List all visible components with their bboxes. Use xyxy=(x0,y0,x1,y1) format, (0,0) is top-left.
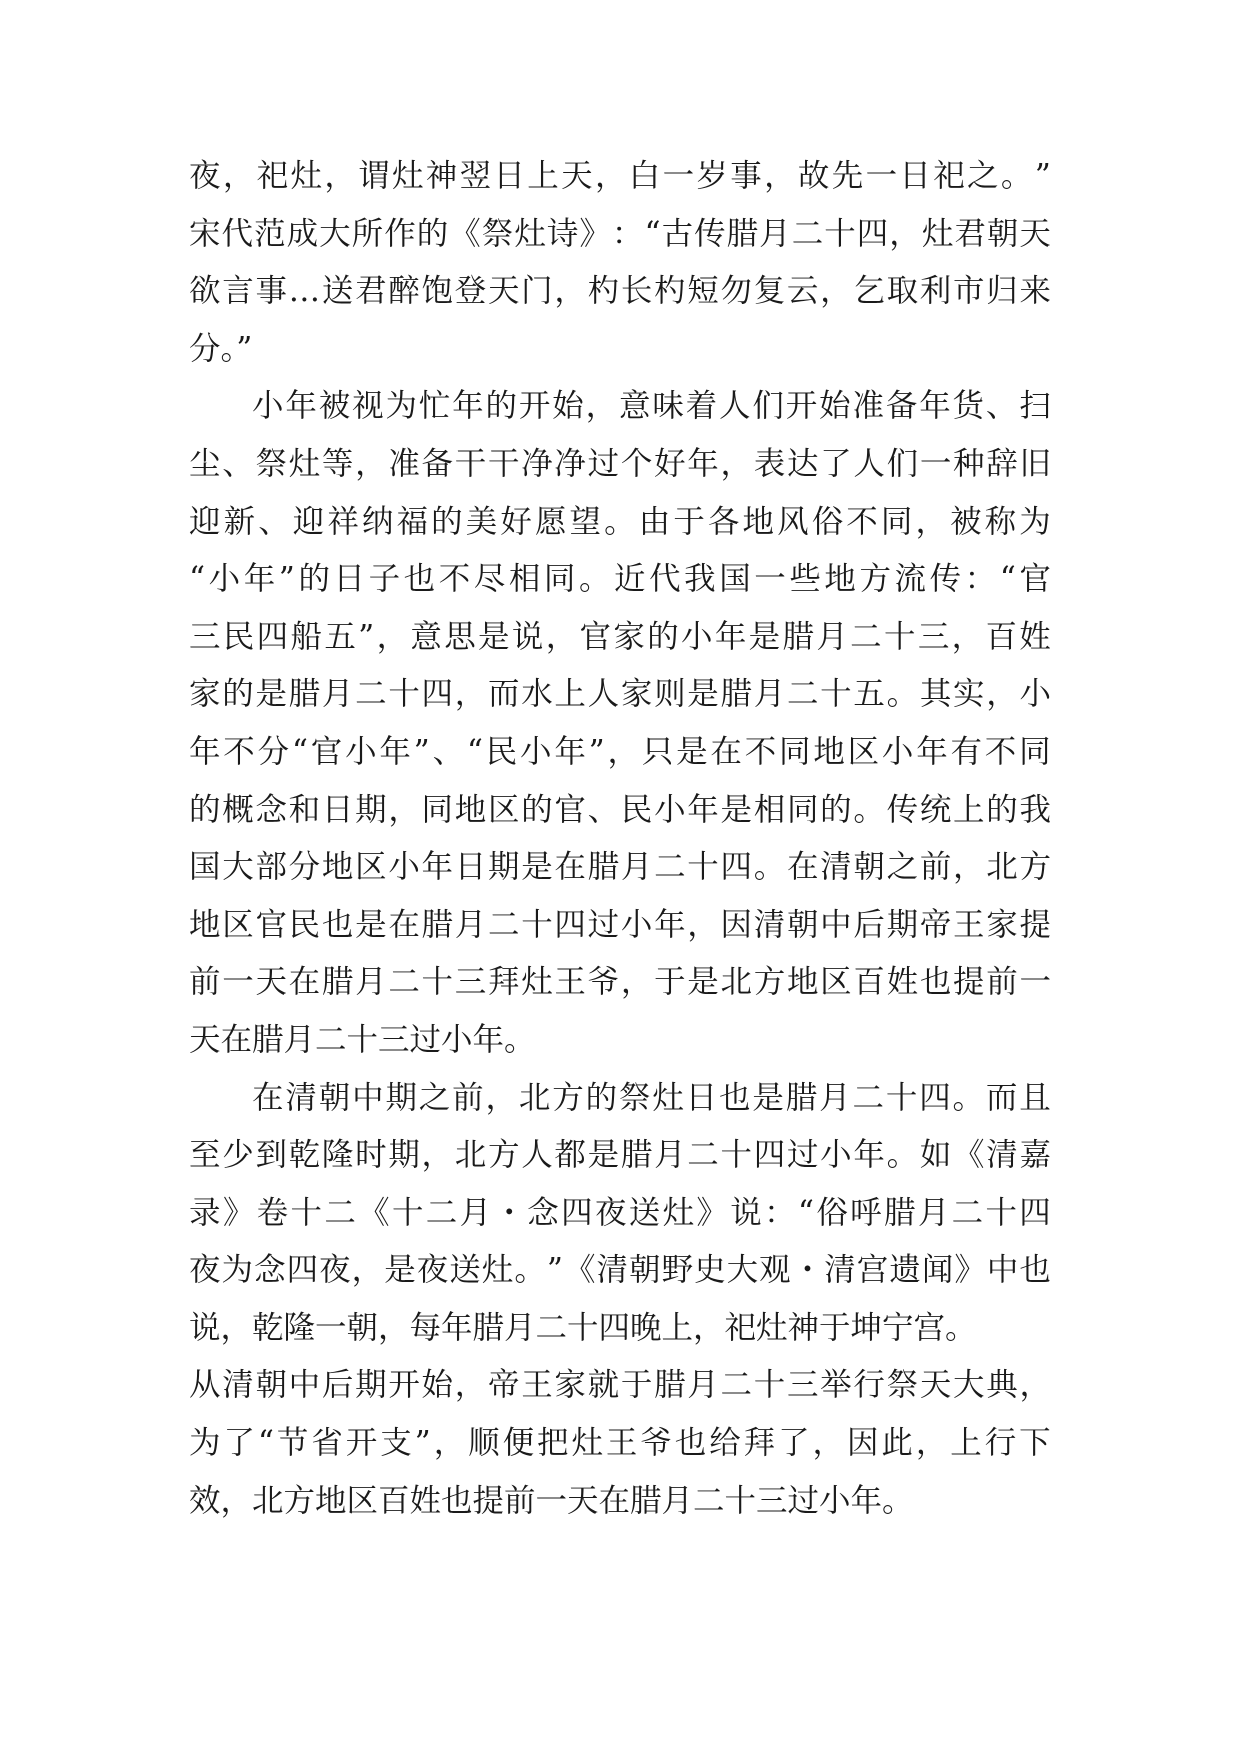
text-line: 录 》 卷 十 二 《 十 二 月 ・ 念 四 夜 送 灶 》 说 ： “ 俗 呼 腊 月 二 十 四 xyxy=(189,1194,1051,1231)
text-line: 至 少 到 乾 隆 时 期 ， 北 方 人 都 是 腊 月 二 十 四 过 小 年 。 如 《 清 嘉 xyxy=(189,1137,1051,1174)
paragraph-1 xyxy=(189,148,1051,378)
text-line: 夜 为 念 四 夜 ， 是 夜 送 灶 。 ” 《 清 朝 野 史 大 观 ・ 清 宫 遗 闻 》 中 也 xyxy=(189,1252,1051,1289)
text-line: 在 清 朝 中 期 之 前 ， 北 方 的 祭 灶 日 也 是 腊 月 二 十 四 。 而 且 xyxy=(252,1079,1051,1116)
text-line: 年 不 分 “ 官 小 年 ” 、 “ 民 小 年 ” ， 只 是 在 不 同 地 区 小 年 有 不 同 xyxy=(189,733,1051,770)
text-line: 前 一 天 在 腊 月 二 十 三 拜 灶 王 爷 ， 于 是 北 方 地 区 百 姓 也 提 前 一 xyxy=(189,964,1051,1001)
text-line: 天在腊月二十三过小年。 xyxy=(189,1021,536,1058)
text-line: “ 小 年 ” 的 日 子 也 不 尽 相 同 。 近 代 我 国 一 些 地 方 流 传 ： “ 官 xyxy=(189,561,1051,598)
text-line: 说，乾隆一朝，每年腊月二十四晚上，祀灶神于坤宁宫。 xyxy=(189,1309,977,1346)
text-line: 分。” xyxy=(189,330,253,367)
text-line: 迎 新 、 迎 祥 纳 福 的 美 好 愿 望 。 由 于 各 地 风 俗 不 同 ， 被 称 为 xyxy=(189,503,1051,540)
text-line: 从 清 朝 中 后 期 开 始 ， 帝 王 家 就 于 腊 月 二 十 三 举 行 祭 天 大 典 ， xyxy=(189,1367,1051,1404)
text-line: 家 的 是 腊 月 二 十 四 ， 而 水 上 人 家 则 是 腊 月 二 十 五 。 其 实 ， 小 xyxy=(189,676,1051,713)
text-line: 国 大 部 分 地 区 小 年 日 期 是 在 腊 月 二 十 四 。 在 清 朝 之 前 ， 北 方 xyxy=(189,849,1051,886)
text-line: 的 概 念 和 日 期 ， 同 地 区 的 官 、 民 小 年 是 相 同 的 。 传 统 上 的 我 xyxy=(189,791,1051,828)
text-line: 欲 言 事 … 送 君 醉 饱 登 天 门 ， 杓 长 杓 短 勿 复 云 ， 乞 取 利 市 归 来 xyxy=(189,273,1051,310)
text-line: 宋 代 范 成 大 所 作 的 《 祭 灶 诗 》 ： “ 古 传 腊 月 二 十 四 ， 灶 君 朝 天 xyxy=(189,215,1051,252)
text-line: 夜 ， 祀 灶 ， 谓 灶 神 翌 日 上 天 ， 白 一 岁 事 ， 故 先 一 日 祀 之 。 ” xyxy=(189,158,1051,194)
paragraph-2 xyxy=(189,378,1051,1069)
text-line: 小 年 被 视 为 忙 年 的 开 始 ， 意 味 着 人 们 开 始 准 备 年 货 、 扫 xyxy=(252,388,1051,425)
text-line: 尘 、 祭 灶 等 ， 准 备 干 干 净 净 过 个 好 年 ， 表 达 了 人 们 一 种 辞 旧 xyxy=(189,445,1051,482)
text-line: 效，北方地区百姓也提前一天在腊月二十三过小年。 xyxy=(189,1482,914,1519)
text-line: 为 了 “ 节 省 开 支 ” ， 顺 便 把 灶 王 爷 也 给 拜 了 ， 因 此 ， 上 行 下 xyxy=(189,1425,1051,1462)
text-line: 地 区 官 民 也 是 在 腊 月 二 十 四 过 小 年 ， 因 清 朝 中 后 期 帝 王 家 提 xyxy=(189,906,1051,943)
document-body xyxy=(189,148,1051,1530)
paragraph-3 xyxy=(189,1070,1051,1531)
text-line: 三 民 四 船 五 ” ， 意 思 是 说 ， 官 家 的 小 年 是 腊 月 二 十 三 ， 百 姓 xyxy=(189,618,1051,655)
